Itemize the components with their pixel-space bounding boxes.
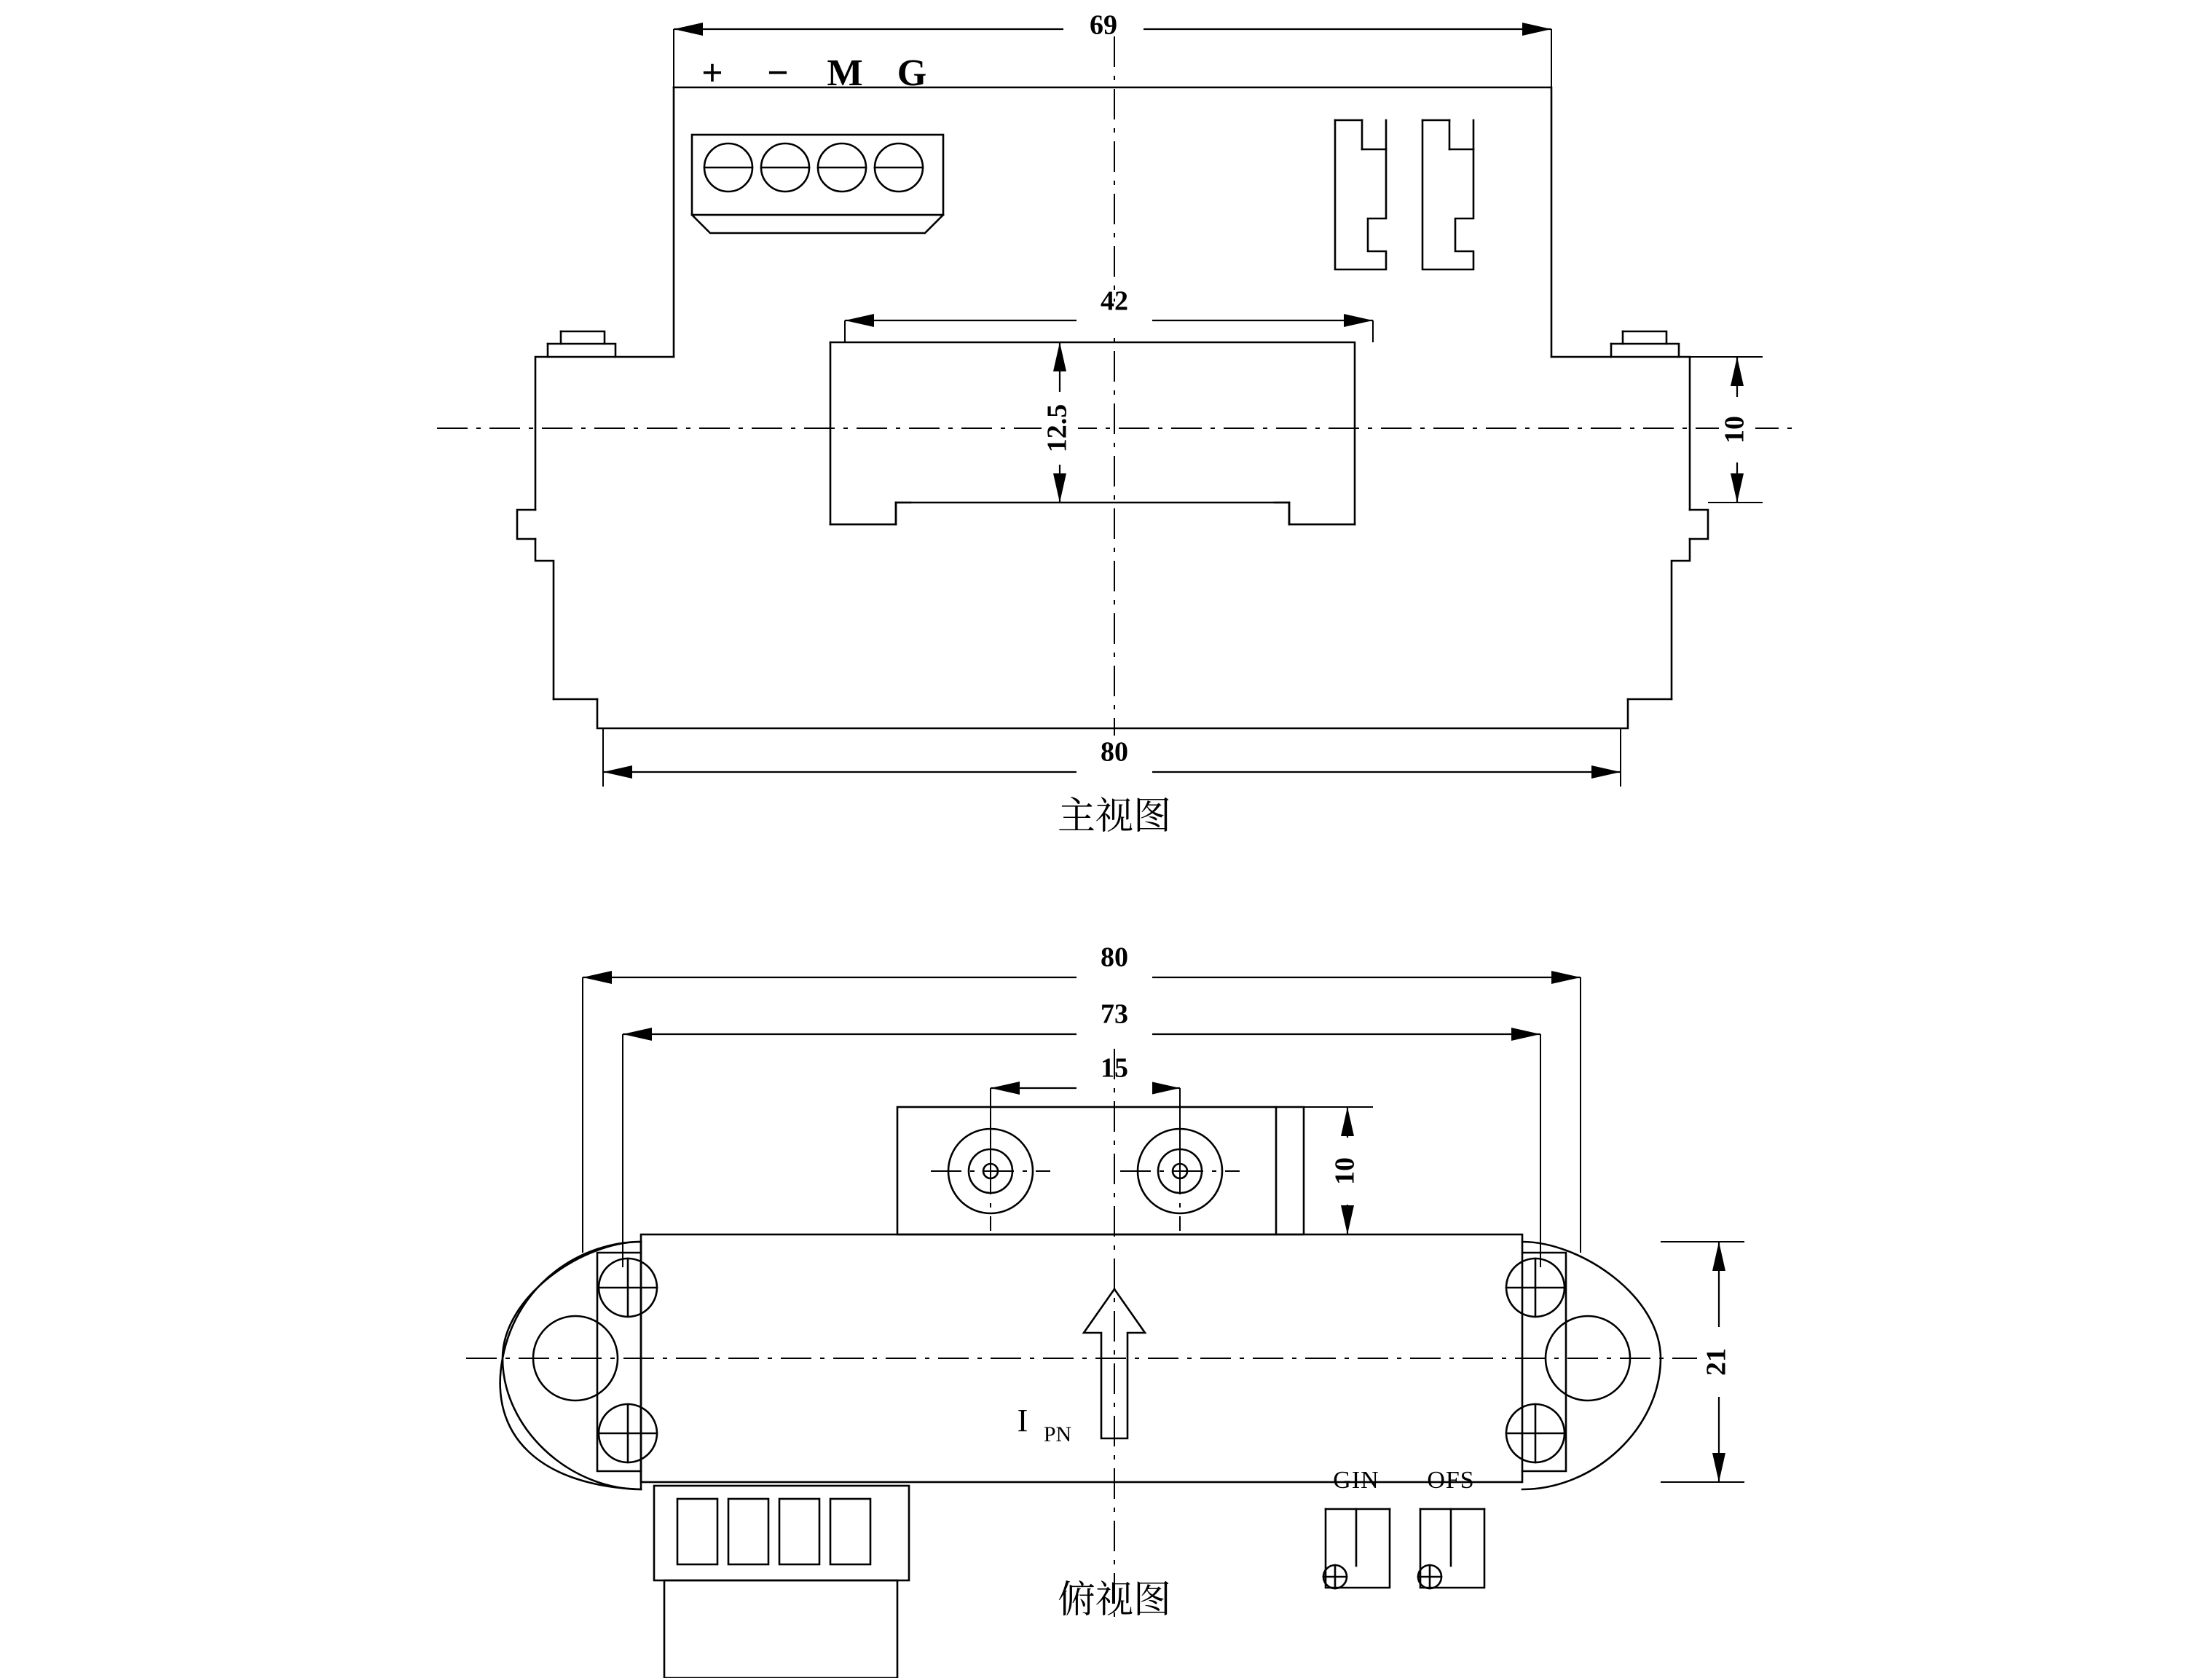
trim-label-gin: GIN [1333, 1466, 1379, 1494]
top-view-caption: 俯视图 [1057, 1578, 1172, 1622]
dim-value-69: 69 [1090, 9, 1117, 41]
mounting-ear-right [1506, 1242, 1661, 1489]
dim-value-10-top: 10 [1329, 1157, 1361, 1185]
dim-value-80-front: 80 [1101, 736, 1128, 768]
connector-clips-front [1335, 120, 1473, 269]
dim-value-42: 42 [1101, 285, 1128, 317]
busbar-block [897, 1107, 1304, 1234]
mounting-ear-left [500, 1242, 657, 1489]
dim-value-10-front: 10 [1719, 416, 1750, 444]
dim-73 [623, 1015, 1540, 1267]
terminal-block-front [692, 135, 943, 233]
dim-value-80-top: 80 [1101, 942, 1128, 973]
trim-label-ofs: OFS [1427, 1466, 1475, 1494]
terminal-label-minus: − [767, 52, 789, 94]
current-label-ipn-subscript: PN [1043, 1422, 1072, 1446]
terminal-label-g: G [897, 52, 927, 94]
dim-value-15: 15 [1101, 1052, 1128, 1084]
terminal-label-m: M [827, 52, 863, 94]
terminal-label-plus: + [701, 52, 723, 94]
housing-top [641, 1234, 1522, 1482]
dim-value-12-5: 12.5 [1042, 403, 1073, 453]
top-view-group [466, 942, 1744, 1678]
terminal-block-top [654, 1486, 909, 1678]
front-view-caption: 主视图 [1057, 795, 1172, 838]
dim-value-73: 73 [1101, 998, 1128, 1030]
trim-pots [1323, 1467, 1484, 1588]
current-label-ipn: I [1017, 1403, 1028, 1439]
front-view-group [437, 10, 1792, 838]
dim-15 [991, 1069, 1180, 1180]
dim-value-21: 21 [1701, 1348, 1732, 1376]
